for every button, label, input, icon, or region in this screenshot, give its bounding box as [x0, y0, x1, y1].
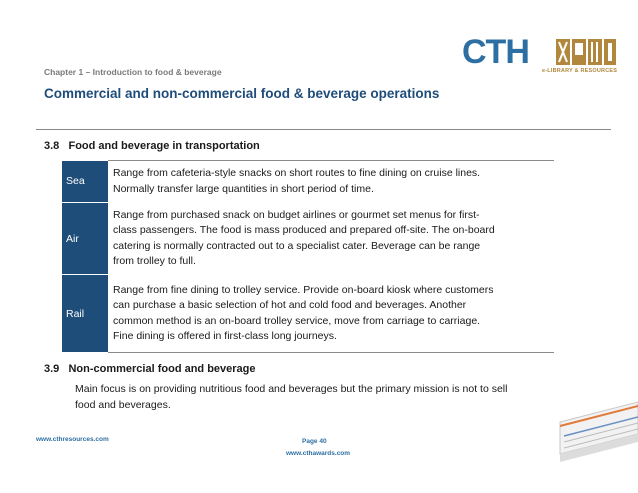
chapter-label: Chapter 1 – Introduction to food & beverage [44, 67, 222, 77]
desc-line: Range from purchased snack on budget airlines or gourmet set menus for first- [113, 208, 480, 221]
section-title: Food and beverage in transportation [68, 140, 260, 152]
section-3-9-heading [44, 363, 256, 375]
mode-cell-rail: Rail [62, 275, 108, 353]
desc-line: common method is an on-board trolley service, move from carriage to carriage. [113, 314, 481, 327]
desc-line: class passengers. The food is mass produced and prepared off-site. The on-board [113, 224, 495, 237]
desc-cell-air [108, 203, 554, 275]
desc-line: from trolley to full. [113, 254, 196, 267]
header-divider [36, 129, 611, 130]
logo-icons [556, 39, 616, 65]
desc-line: can purchase a basic selection of hot and cold food and beverages. Another [113, 299, 467, 312]
cth-logo [462, 34, 622, 78]
desc-line: catering is normally contracted out to a specialist cater. Beverage can be range [113, 239, 481, 252]
mode-cell-air: Air [62, 203, 108, 275]
section-3-8-heading [44, 140, 260, 152]
desc-line: Fine dining is offered in first-class long journeys. [113, 329, 337, 342]
mode-cell-sea: Sea [62, 161, 108, 203]
table-row-air [62, 203, 554, 275]
footer-center-url[interactable]: www.cthawards.com [286, 450, 351, 457]
section-3-9-body [75, 382, 575, 413]
desc-line: Range from fine dining to trolley service. Provide on-board kiosk where customers [113, 283, 494, 296]
desc-cell-rail [108, 275, 554, 353]
desc-line: Range from cafeteria-style snacks on short routes to fine dining on cruise lines. [113, 167, 481, 180]
page-title: Commercial and non-commercial food & beverage operations [44, 86, 440, 101]
page-number: Page 40 [302, 438, 327, 445]
desc-cell-sea [108, 161, 554, 203]
logo-text: CTH [462, 33, 529, 71]
body-line: Main focus is on providing nutritious food and beverages but the primary mission is not to sell [75, 383, 508, 395]
logo-subtitle: e-LIBRARY & RESOURCES [542, 68, 618, 74]
transportation-table [62, 160, 554, 353]
table-row-rail [62, 275, 554, 353]
table-row-sea [62, 161, 554, 203]
body-line: food and beverages. [75, 398, 171, 411]
section-number: 3.8 [44, 140, 60, 152]
section-title: Non-commercial food and beverage [68, 363, 256, 375]
footer-left-url[interactable]: www.cthresources.com [36, 436, 109, 443]
book-graphic [552, 392, 638, 472]
section-number: 3.9 [44, 363, 60, 375]
desc-line: Normally transfer large quantities in short period of time. [113, 182, 374, 195]
